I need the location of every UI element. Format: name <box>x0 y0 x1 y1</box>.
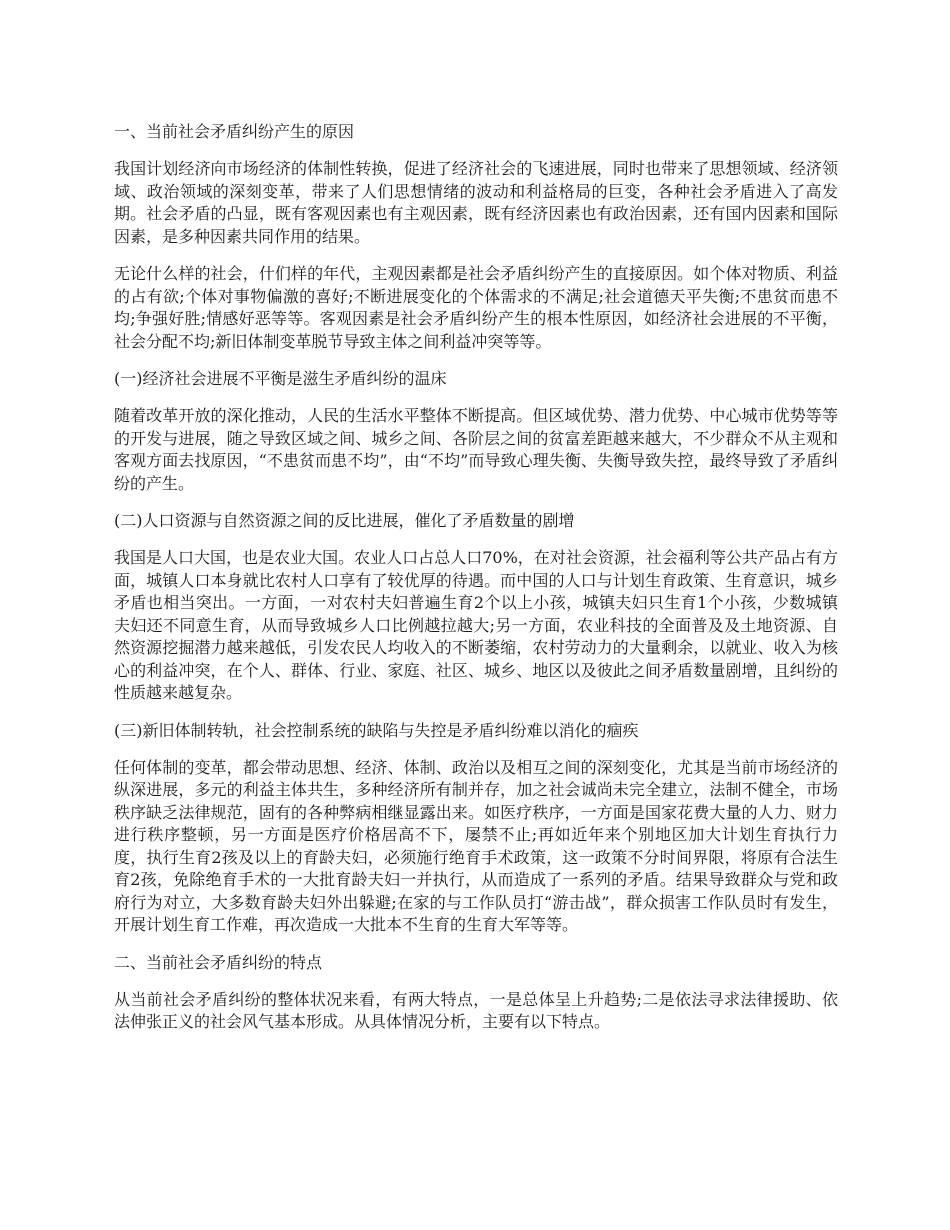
paragraph: 从当前社会矛盾纠纷的整体状况来看，有两大特点，一是总体呈上升趋势;二是依法寻求法律援助、依法伸张正义的社会风气基本形成。从具体情况分析，主要有以下特点。 <box>114 989 838 1031</box>
paragraph: 无论什么样的社会，什们样的年代，主观因素都是社会矛盾纠纷产生的直接原因。如个体对物质、利益的占有欲;个体对事物偏激的喜好;不断进展变化的个体需求的不满足;社会道德天平失衡;不患贫而患不均;争强好胜;情感好恶等等。客观因素是社会矛盾纠纷产生的根本性原因，如经济社会进展的不平衡，社会分配不均;新旧体制变革脱节导致主体之间利益冲突等等。 <box>114 264 838 351</box>
document-body <box>114 121 838 1049</box>
subsection-heading-1: (一)经济社会进展不平衡是滋生矛盾纠纷的温床 <box>114 369 447 388</box>
section-heading-characteristics: 二、当前社会矛盾纠纷的特点 <box>114 952 323 972</box>
paragraph: 我国是人口大国，也是农业大国。农业人口占总人口70%，在对社会资源，社会福利等公共产品占有方面，城镇人口本身就比农村人口享有了较优厚的待遇。而中国的人口与计划生育政策、生育意识，城乡矛盾也相当突出。一方面，一对农村夫妇普遍生育2个以上小孩，城镇夫妇只生育1个小孩，少数城镇夫妇还不同意生育，从而导致城乡人口比例越拉越大;另一方面，农业科技的全面普及及土地资源、自然资源挖掘潜力越来越低，引发农民人均收入的不断萎缩，农村劳动力的大量剩余，以就业、收入为核心的利益冲突，在个人、群体、行业、家庭、社区、城乡、地区以及彼此之间矛盾数量剧增，且纠纷的性质越来越复杂。 <box>114 548 838 702</box>
subsection-heading-3: (三)新旧体制转轨，社会控制系统的缺陷与失控是矛盾纠纷难以消化的痼疾 <box>114 720 639 740</box>
section-heading-causes: 一、当前社会矛盾纠纷产生的原因 <box>114 122 355 141</box>
subsection-heading-2: (二)人口资源与自然资源之间的反比进展，催化了矛盾数量的剧增 <box>114 511 575 530</box>
paragraph: 随着改革开放的深化推动，人民的生活水平整体不断提高。但区域优势、潜力优势、中心城市优势等等的开发与进展，随之导致区域之间、城乡之间、各阶层之间的贫富差距越来越大，不少群众不从主观和客观方面去找原因，“不患贫而患不均”，由“不均”而导致心理失衡、失衡导致失控，最终导致了矛盾纠纷的产生。 <box>114 406 838 493</box>
paragraph: 我国计划经济向市场经济的体制性转换，促进了经济社会的飞速进展，同时也带来了思想领域、经济领域、政治领域的深刻变革，带来了人们思想情绪的波动和利益格局的巨变，各种社会矛盾进入了高发期。社会矛盾的凸显，既有客观因素也有主观因素，既有经济因素也有政治因素，还有国内因素和国际因素，是多种因素共同作用的结果。 <box>114 159 838 246</box>
paragraph: 任何体制的变革，都会带动思想、经济、体制、政治以及相互之间的深刻变化，尤其是当前市场经济的纵深进展，多元的利益主体共生，多种经济所有制并存，加之社会诚尚未完全建立，法制不健全，市场秩序缺乏法律规范，固有的各种弊病相继显露出来。如医疗秩序，一方面是国家花费大量的人力、财力进行秩序整顿，另一方面是医疗价格居高不下，屡禁不止;再如近年来个别地区加大计划生育执行力度，执行生育2孩及以上的育龄夫妇，必须施行绝育手术政策，这一政策不分时间界限，将原有合法生育2孩，免除绝育手术的一大批育龄夫妇一并执行，从而造成了一系列的矛盾。结果导致群众与党和政府行为对立，大多数育龄夫妇外出躲避;在家的与工作队员打“游击战”，群众损害工作队员时有发生，开展计划生育工作难，再次造成一大批本不生育的生育大军等等。 <box>114 757 838 934</box>
